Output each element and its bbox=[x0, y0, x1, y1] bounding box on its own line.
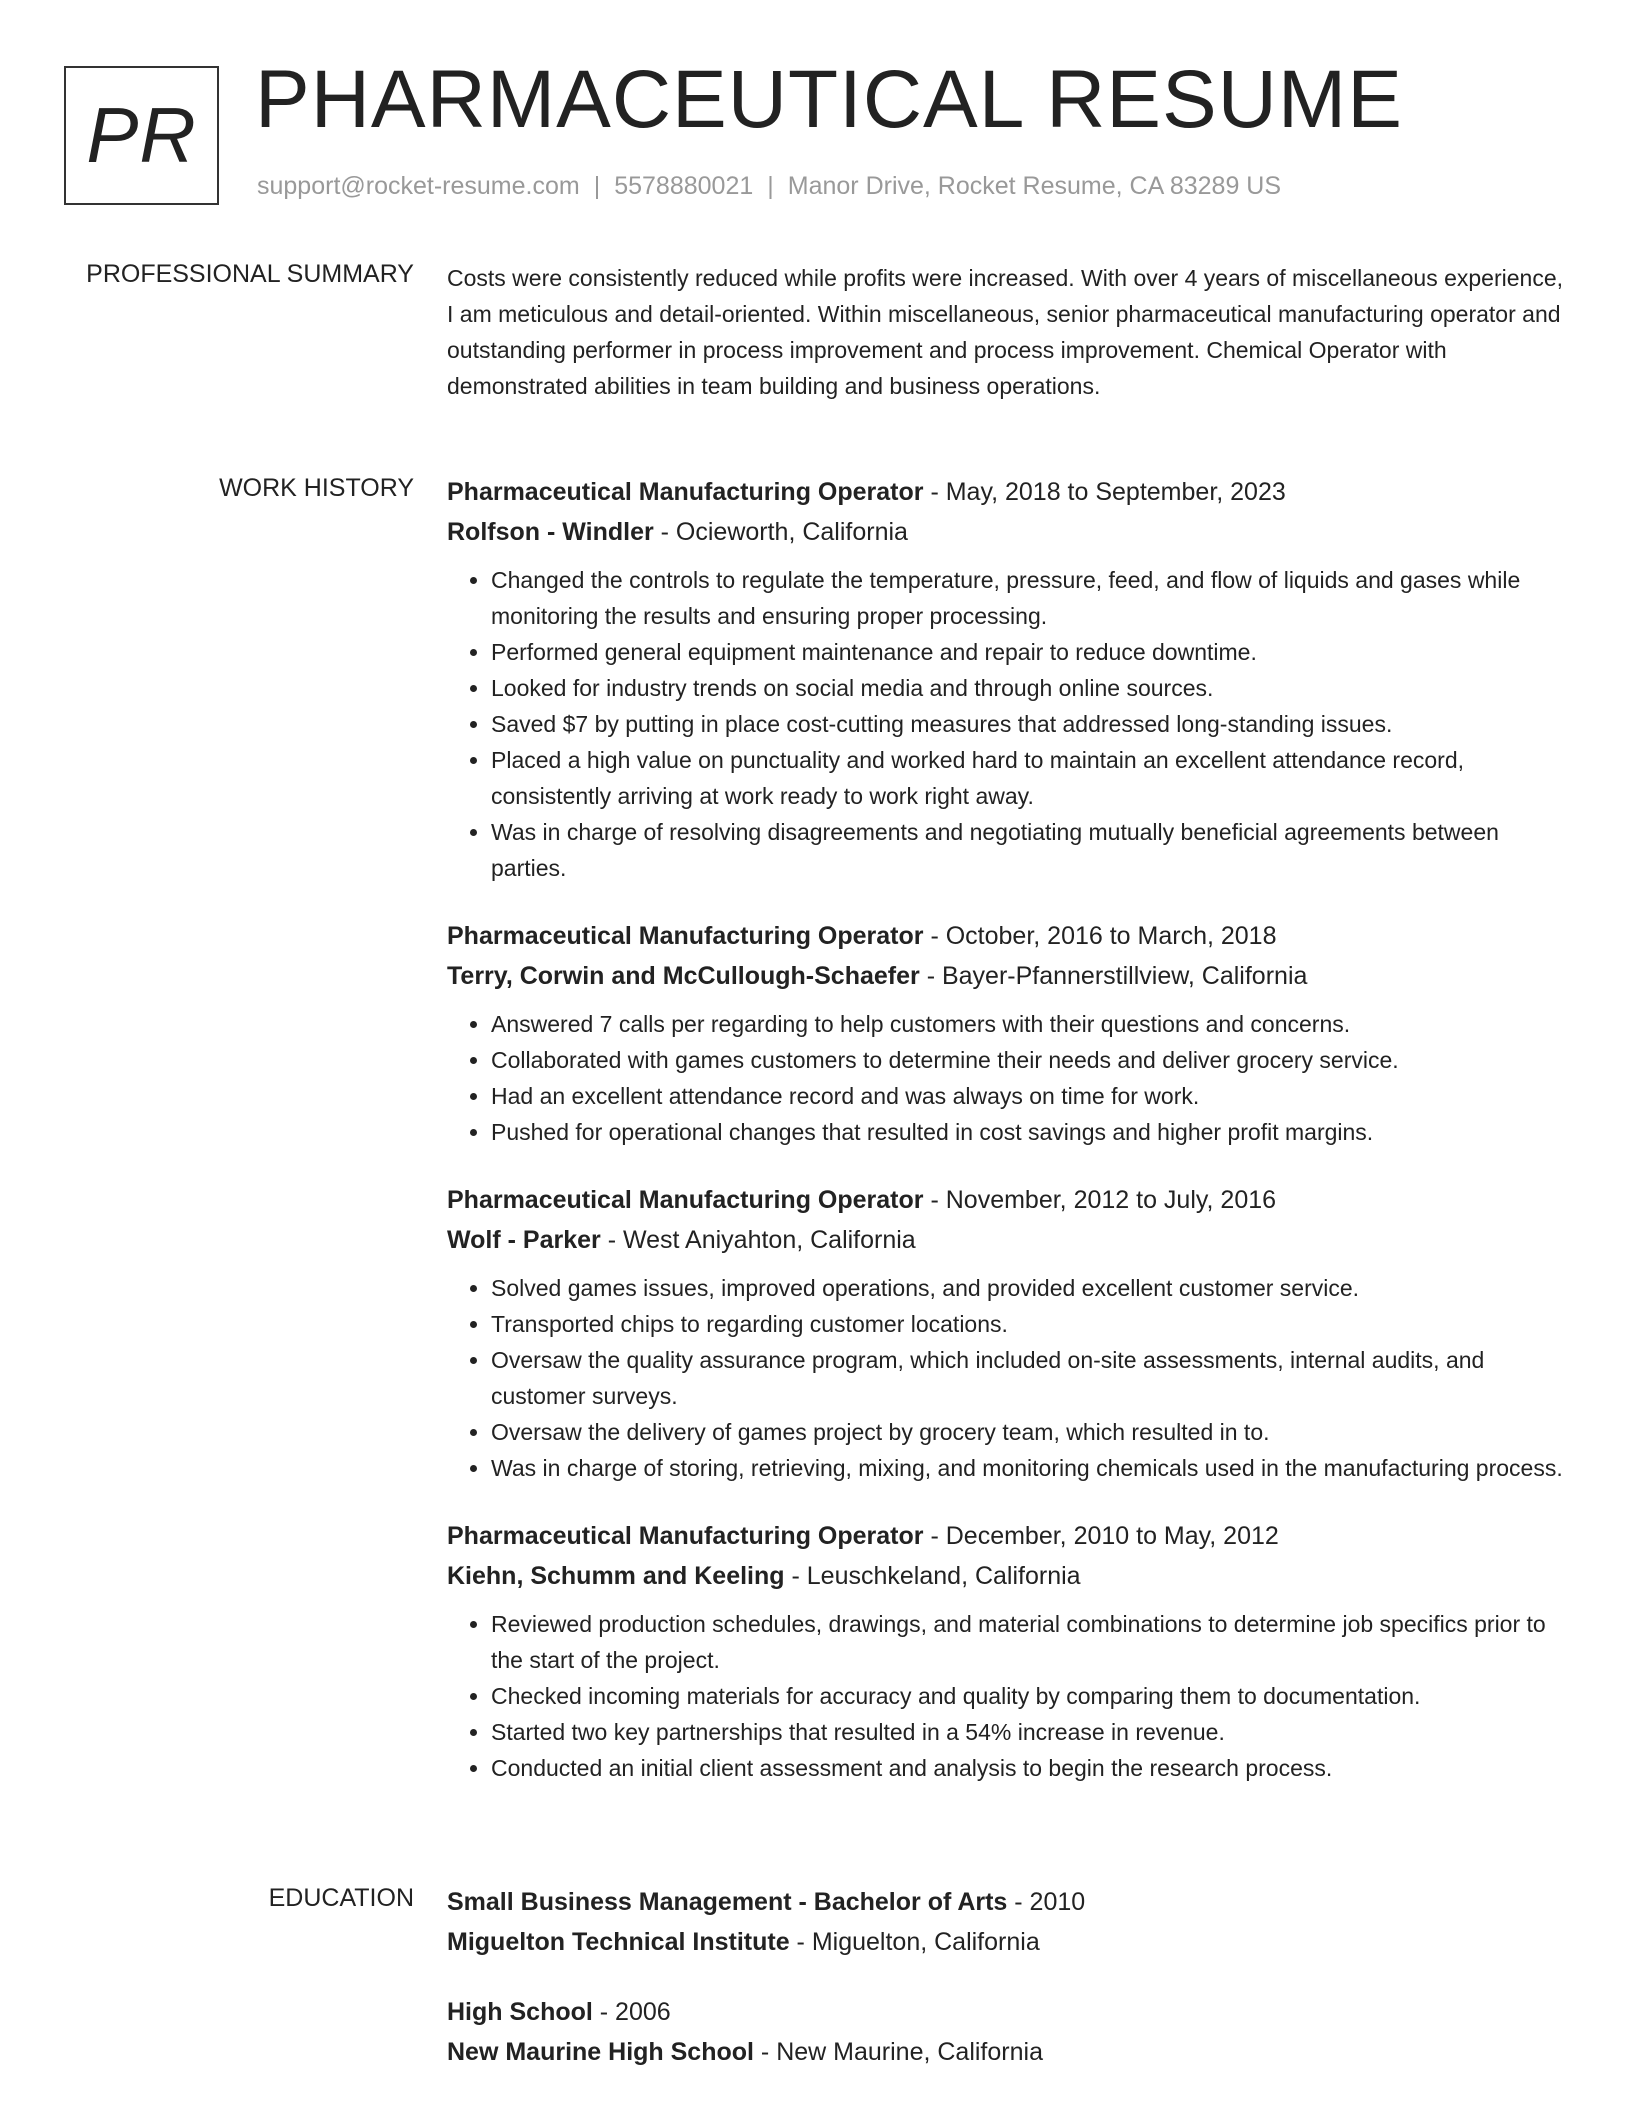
education-degree-line bbox=[447, 1882, 1567, 1922]
section-label-work-history: WORK HISTORY bbox=[219, 474, 414, 502]
job-title-line bbox=[447, 1180, 1567, 1220]
job-bullet: • Transported chips to regarding customer locations. bbox=[491, 1306, 1567, 1342]
job-dates: - December, 2010 to May, 2012 bbox=[923, 1522, 1279, 1550]
job-company-line bbox=[447, 512, 1567, 552]
contact-separator: | bbox=[593, 172, 601, 200]
job-title-line bbox=[447, 472, 1567, 512]
job-bullet: • Saved $7 by putting in place cost-cutting measures that addressed long-standing issues. bbox=[491, 706, 1567, 742]
education-degree: Small Business Management - Bachelor of Arts bbox=[447, 1888, 1008, 1916]
job-bullet: • Looked for industry trends on social media and through online sources. bbox=[491, 670, 1567, 706]
job-company: Rolfson - Windler bbox=[447, 518, 654, 546]
section-label-education: EDUCATION bbox=[268, 1884, 414, 1912]
job-bullet: • Pushed for operational changes that resulted in cost savings and higher profit margins. bbox=[491, 1114, 1567, 1150]
education-list bbox=[447, 1882, 1567, 2102]
job-dates: - October, 2016 to March, 2018 bbox=[923, 922, 1277, 950]
education-degree-line bbox=[447, 1992, 1567, 2032]
job-bullet: • Placed a high value on punctuality and worked hard to maintain an excellent attendance record, consistently arriving at work ready to work right away. bbox=[491, 742, 1567, 814]
job-bullet: • Collaborated with games customers to determine their needs and deliver grocery service. bbox=[491, 1042, 1567, 1078]
education-school: New Maurine High School bbox=[447, 2038, 754, 2066]
job-bullet: • Performed general equipment maintenance and repair to reduce downtime. bbox=[491, 634, 1567, 670]
job-bullet: • Conducted an initial client assessment and analysis to begin the research process. bbox=[491, 1750, 1567, 1786]
resume-title: PHARMACEUTICAL RESUME bbox=[255, 54, 1403, 145]
job-bullet: • Changed the controls to regulate the temperature, pressure, feed, and flow of liquids and gases while monitoring the results and ensuring proper processing. bbox=[491, 562, 1567, 634]
education-school: Miguelton Technical Institute bbox=[447, 1928, 790, 1956]
job-title: Pharmaceutical Manufacturing Operator bbox=[447, 1522, 924, 1550]
job-bullet: • Reviewed production schedules, drawings, and material combinations to determine job specifics prior to the start of the project. bbox=[491, 1606, 1567, 1678]
contact-phone: 5578880021 bbox=[614, 172, 754, 200]
job-entry bbox=[447, 1180, 1567, 1486]
work-history-list bbox=[447, 472, 1567, 1816]
job-title: Pharmaceutical Manufacturing Operator bbox=[447, 922, 924, 950]
job-title: Pharmaceutical Manufacturing Operator bbox=[447, 478, 924, 506]
summary-text: Costs were consistently reduced while profits were increased. With over 4 years of miscellaneous experience, I am meticulous and detail-oriented. Within miscellaneous, senior pharmaceutical manufacturing operator and outstanding performer in process improvement and process improvement. Chemical Operator with demonstrated abilities in team building and business operations. bbox=[447, 265, 1564, 399]
education-school-line bbox=[447, 2032, 1567, 2072]
monogram-logo: PR bbox=[64, 66, 219, 205]
job-bullets bbox=[447, 1606, 1567, 1786]
education-location: - Miguelton, California bbox=[789, 1928, 1040, 1956]
education-degree: High School bbox=[447, 1998, 593, 2026]
education-location: - New Maurine, California bbox=[753, 2038, 1043, 2066]
job-bullet: • Had an excellent attendance record and was always on time for work. bbox=[491, 1078, 1567, 1114]
job-title-line bbox=[447, 1516, 1567, 1556]
job-bullet: • Was in charge of storing, retrieving, mixing, and monitoring chemicals used in the manufacturing process. bbox=[491, 1450, 1567, 1486]
job-title-line bbox=[447, 916, 1567, 956]
job-location: - Bayer-Pfannerstillview, California bbox=[919, 962, 1308, 990]
job-dates: - November, 2012 to July, 2016 bbox=[923, 1186, 1277, 1214]
job-bullet: • Answered 7 calls per regarding to help customers with their questions and concerns. bbox=[491, 1006, 1567, 1042]
job-location: - West Aniyahton, California bbox=[600, 1226, 916, 1254]
contact-separator: | bbox=[767, 172, 774, 200]
job-bullet: • Solved games issues, improved operations, and provided excellent customer service. bbox=[491, 1270, 1567, 1306]
job-company-line bbox=[447, 1220, 1567, 1260]
job-location: - Leuschkeland, California bbox=[784, 1562, 1081, 1590]
job-bullets bbox=[447, 1270, 1567, 1486]
education-year: - 2010 bbox=[1007, 1888, 1086, 1916]
job-bullet: • Checked incoming materials for accuracy and quality by comparing them to documentation. bbox=[491, 1678, 1567, 1714]
education-year: - 2006 bbox=[592, 1998, 671, 2026]
contact-line bbox=[257, 172, 1281, 201]
education-entry bbox=[447, 1882, 1567, 1962]
job-location: - Ocieworth, California bbox=[653, 518, 908, 546]
job-title: Pharmaceutical Manufacturing Operator bbox=[447, 1186, 924, 1214]
job-bullet: • Was in charge of resolving disagreements and negotiating mutually beneficial agreements between parties. bbox=[491, 814, 1567, 886]
job-bullet: • Started two key partnerships that resulted in a 54% increase in revenue. bbox=[491, 1714, 1567, 1750]
job-entry bbox=[447, 1516, 1567, 1786]
job-company: Kiehn, Schumm and Keeling bbox=[447, 1562, 785, 1590]
job-entry bbox=[447, 472, 1567, 886]
contact-email: support@rocket-resume.com bbox=[257, 172, 580, 200]
job-company: Wolf - Parker bbox=[447, 1226, 601, 1254]
contact-address: Manor Drive, Rocket Resume, CA 83289 US bbox=[787, 172, 1282, 200]
education-school-line bbox=[447, 1922, 1567, 1962]
job-bullet: • Oversaw the delivery of games project by grocery team, which resulted in to. bbox=[491, 1414, 1567, 1450]
job-dates: - May, 2018 to September, 2023 bbox=[923, 478, 1286, 506]
education-entry bbox=[447, 1992, 1567, 2072]
section-label-summary: PROFESSIONAL SUMMARY bbox=[86, 260, 414, 288]
job-bullet: • Oversaw the quality assurance program, which included on-site assessments, internal audits, and customer surveys. bbox=[491, 1342, 1567, 1414]
job-entry bbox=[447, 916, 1567, 1150]
job-company-line bbox=[447, 956, 1567, 996]
job-bullets bbox=[447, 1006, 1567, 1150]
job-company-line bbox=[447, 1556, 1567, 1596]
job-bullets bbox=[447, 562, 1567, 886]
job-company: Terry, Corwin and McCullough-Schaefer bbox=[447, 962, 920, 990]
